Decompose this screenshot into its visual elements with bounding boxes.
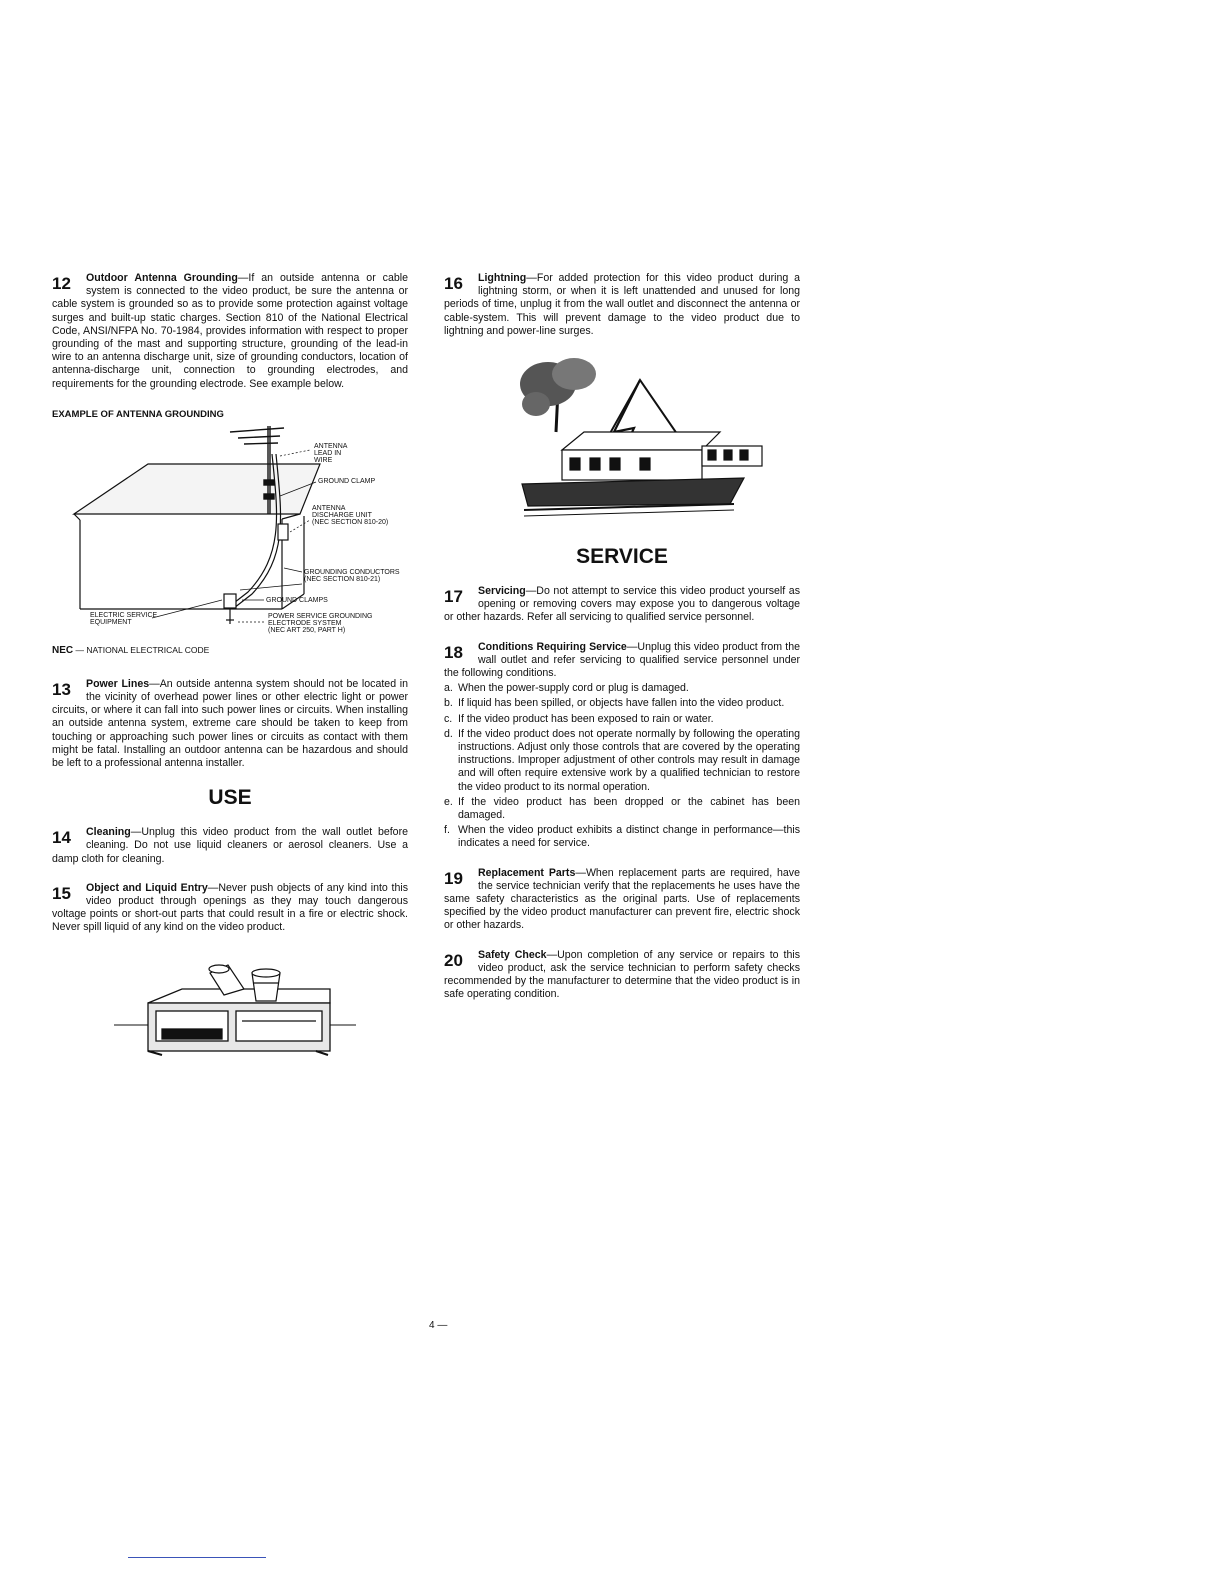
label-line: LEAD IN bbox=[314, 449, 342, 457]
label-line: ELECTRIC SERVICE bbox=[90, 611, 158, 619]
tree bbox=[520, 358, 596, 432]
item-heading: Replacement Parts bbox=[478, 866, 576, 879]
list-item-text: If the video product does not operate normally by following the operating instructions. Adjust only those controls that are covered by the operating instructions. Improper adjustment of other controls may result in damage and will often require extensive work by a qualified technician to restore the video product to its normal operation. bbox=[458, 727, 800, 793]
item-text: —Never push objects of any kind into this video product through openings as they may touch dangerous voltage points or short-out parts that could result in a fire or electric shock. Never spill liquid of any kind on the video product. bbox=[52, 881, 408, 934]
ground-and-fence bbox=[522, 478, 744, 516]
item-text: —If an outside antenna or cable system is connected to the video product, be sure the antenna or cable system is grounded so as to provide some protection against voltage surges and built-up static charges. Section 810 of the National Electrical Code, ANSI/NFPA No. 70-1984, provides information with respect to proper grounding of the mast and supporting structure, grounding of the lead-in wire to an antenna discharge unit, size of grounding conductors, location of antenna-discharge unit, connection to grounding electrodes, and requirements for the grounding electrode. See example below. bbox=[52, 272, 408, 390]
item-text: —When replacement parts are required, have the service technician verify that the replacements he uses have the same safety characteristics as the original parts. Use of replacements specified by the video product manufacturer can prevent fire, electric shock or other hazards. bbox=[444, 866, 800, 932]
discharge-unit bbox=[278, 524, 288, 540]
item-heading: Outdoor Antenna Grounding bbox=[86, 272, 238, 284]
antenna-grounding-diagram bbox=[52, 424, 408, 638]
house-building bbox=[562, 432, 762, 480]
item-number: 16 bbox=[444, 274, 463, 293]
item-number: 12 bbox=[52, 274, 71, 293]
service-equipment-box bbox=[224, 594, 236, 608]
figure-caption: EXAMPLE OF ANTENNA GROUNDING bbox=[52, 408, 224, 420]
item-text: —Unplug this video product from the wall outlet before cleaning. Do not use liquid cleaners or aerosol cleaners. Use a damp cloth for cleaning. bbox=[52, 826, 408, 865]
item-text: —Do not attempt to service this video product yourself as opening or removing covers may expose you to dangerous voltage or other hazards. Refer all servicing to qualified service personnel. bbox=[444, 585, 800, 624]
item-18-conditions-requiring-service bbox=[444, 641, 800, 851]
section-title-use: USE bbox=[208, 786, 252, 810]
item-number: 13 bbox=[52, 679, 71, 699]
item-text: —Unplug this video product from the wall outlet and refer servicing to qualified service personnel under the following conditions. bbox=[444, 640, 800, 680]
item-number: 14 bbox=[52, 828, 71, 848]
list-item-label: f. bbox=[444, 824, 450, 837]
label-line: ANTENNA bbox=[314, 442, 348, 450]
label-power-service-grounding bbox=[268, 613, 374, 634]
list-item-text: If the video product has been dropped or the cabinet has been damaged. bbox=[458, 795, 800, 822]
lightning-house-illustration bbox=[444, 354, 800, 526]
left-column bbox=[52, 272, 408, 1074]
footer-rule bbox=[128, 1557, 266, 1558]
item-heading: Conditions Requiring Service bbox=[478, 640, 627, 653]
item-number: 17 bbox=[444, 587, 463, 607]
glass-of-water bbox=[252, 969, 280, 1001]
label-ground-clamp: GROUND CLAMP bbox=[318, 477, 376, 485]
label-line: (NEC SECTION 810-21) bbox=[304, 575, 381, 583]
ground-rod bbox=[226, 608, 234, 624]
list-item-label: d. bbox=[444, 727, 453, 740]
label-line: POWER SERVICE GROUNDING bbox=[268, 612, 373, 620]
list-item-label: c. bbox=[444, 712, 453, 725]
label-antenna-lead-in bbox=[314, 443, 349, 464]
item-16-lightning bbox=[444, 272, 800, 338]
list-item-label: b. bbox=[444, 697, 453, 710]
label-line: ELECTRODE SYSTEM bbox=[268, 619, 342, 627]
label-line: (NEC ART 250, PART H) bbox=[268, 626, 346, 634]
item-heading: Servicing bbox=[478, 585, 526, 598]
item-number: 19 bbox=[444, 868, 463, 888]
item-15-object-liquid-entry bbox=[52, 882, 408, 935]
item-number: 18 bbox=[444, 642, 463, 662]
label-line: DISCHARGE UNIT bbox=[312, 511, 372, 519]
list-item bbox=[444, 728, 800, 794]
label-line: ANTENNA bbox=[312, 504, 346, 512]
label-ground-clamps: GROUND CLAMPS bbox=[266, 596, 328, 604]
label-electric-service-equipment bbox=[90, 612, 159, 626]
list-item-text: If the video product has been exposed to rain or water. bbox=[458, 712, 714, 725]
list-item bbox=[444, 824, 800, 850]
item-13-power-lines bbox=[52, 678, 408, 770]
item-heading: Power Lines bbox=[86, 677, 150, 690]
label-line: EQUIPMENT bbox=[90, 618, 132, 626]
item-text: —For added protection for this video product during a lightning storm, or when it is left unattended and unused for long periods of time, unplug it from the wall outlet and disconnect the antenna or cable-system. This will prevent damage to the video product due to lightning and power-line surges. bbox=[444, 272, 800, 337]
conditions-list bbox=[444, 682, 800, 850]
nec-footnote bbox=[52, 645, 408, 656]
item-14-cleaning bbox=[52, 826, 408, 866]
item-number: 20 bbox=[444, 950, 463, 970]
section-title-service: SERVICE bbox=[576, 545, 668, 569]
item-heading: Cleaning bbox=[86, 826, 131, 839]
vcr-with-cups-illustration bbox=[52, 959, 408, 1069]
item-12-outdoor-antenna-grounding bbox=[52, 272, 408, 391]
item-text: —Upon completion of any service or repairs to this video product, ask the service technician to perform safety checks recommended by the manufacturer to determine that the video product is in safe operating condition. bbox=[444, 948, 800, 1001]
vcr-body bbox=[148, 989, 330, 1055]
item-17-servicing bbox=[444, 585, 800, 625]
list-item bbox=[444, 697, 800, 710]
item-20-safety-check bbox=[444, 949, 800, 1002]
nec-abbr: NEC bbox=[52, 644, 74, 656]
list-item-text: When the power-supply cord or plug is damaged. bbox=[458, 682, 689, 695]
right-column bbox=[444, 272, 800, 1018]
label-line: (NEC SECTION 810-20) bbox=[312, 518, 389, 526]
list-item-label: a. bbox=[444, 682, 453, 695]
item-text: —An outside antenna system should not be located in the vicinity of overhead power lines or other electric light or power circuits, or where it can fall into such power lines or circuits. When installing an outside antenna system, extreme care should be taken to keep from touching or approaching such power lines or circuits as contact with them might be fatal. Installing an outdoor antenna can be hazardous and should be left to a professional antenna installer. bbox=[52, 677, 408, 770]
list-item bbox=[444, 682, 800, 695]
item-heading: Safety Check bbox=[478, 948, 547, 961]
label-line: WIRE bbox=[314, 456, 333, 464]
list-item-text: When the video product exhibits a distinct change in performance—this indicates a need for service. bbox=[458, 824, 800, 850]
list-item-label: e. bbox=[444, 795, 453, 808]
label-grounding-conductors bbox=[304, 569, 402, 583]
list-item bbox=[444, 796, 800, 822]
item-heading: Lightning bbox=[478, 272, 527, 284]
list-item-text: If liquid has been spilled, or objects have fallen into the video product. bbox=[458, 697, 785, 710]
label-line: GROUNDING CONDUCTORS bbox=[304, 568, 400, 576]
item-number: 15 bbox=[52, 883, 71, 903]
label-antenna-discharge-unit bbox=[312, 505, 388, 526]
item-19-replacement-parts bbox=[444, 867, 800, 933]
list-item bbox=[444, 713, 800, 726]
nec-text: — NATIONAL ELECTRICAL CODE bbox=[73, 644, 210, 655]
item-heading: Object and Liquid Entry bbox=[86, 881, 208, 894]
page-number: 4 — bbox=[429, 1320, 448, 1331]
